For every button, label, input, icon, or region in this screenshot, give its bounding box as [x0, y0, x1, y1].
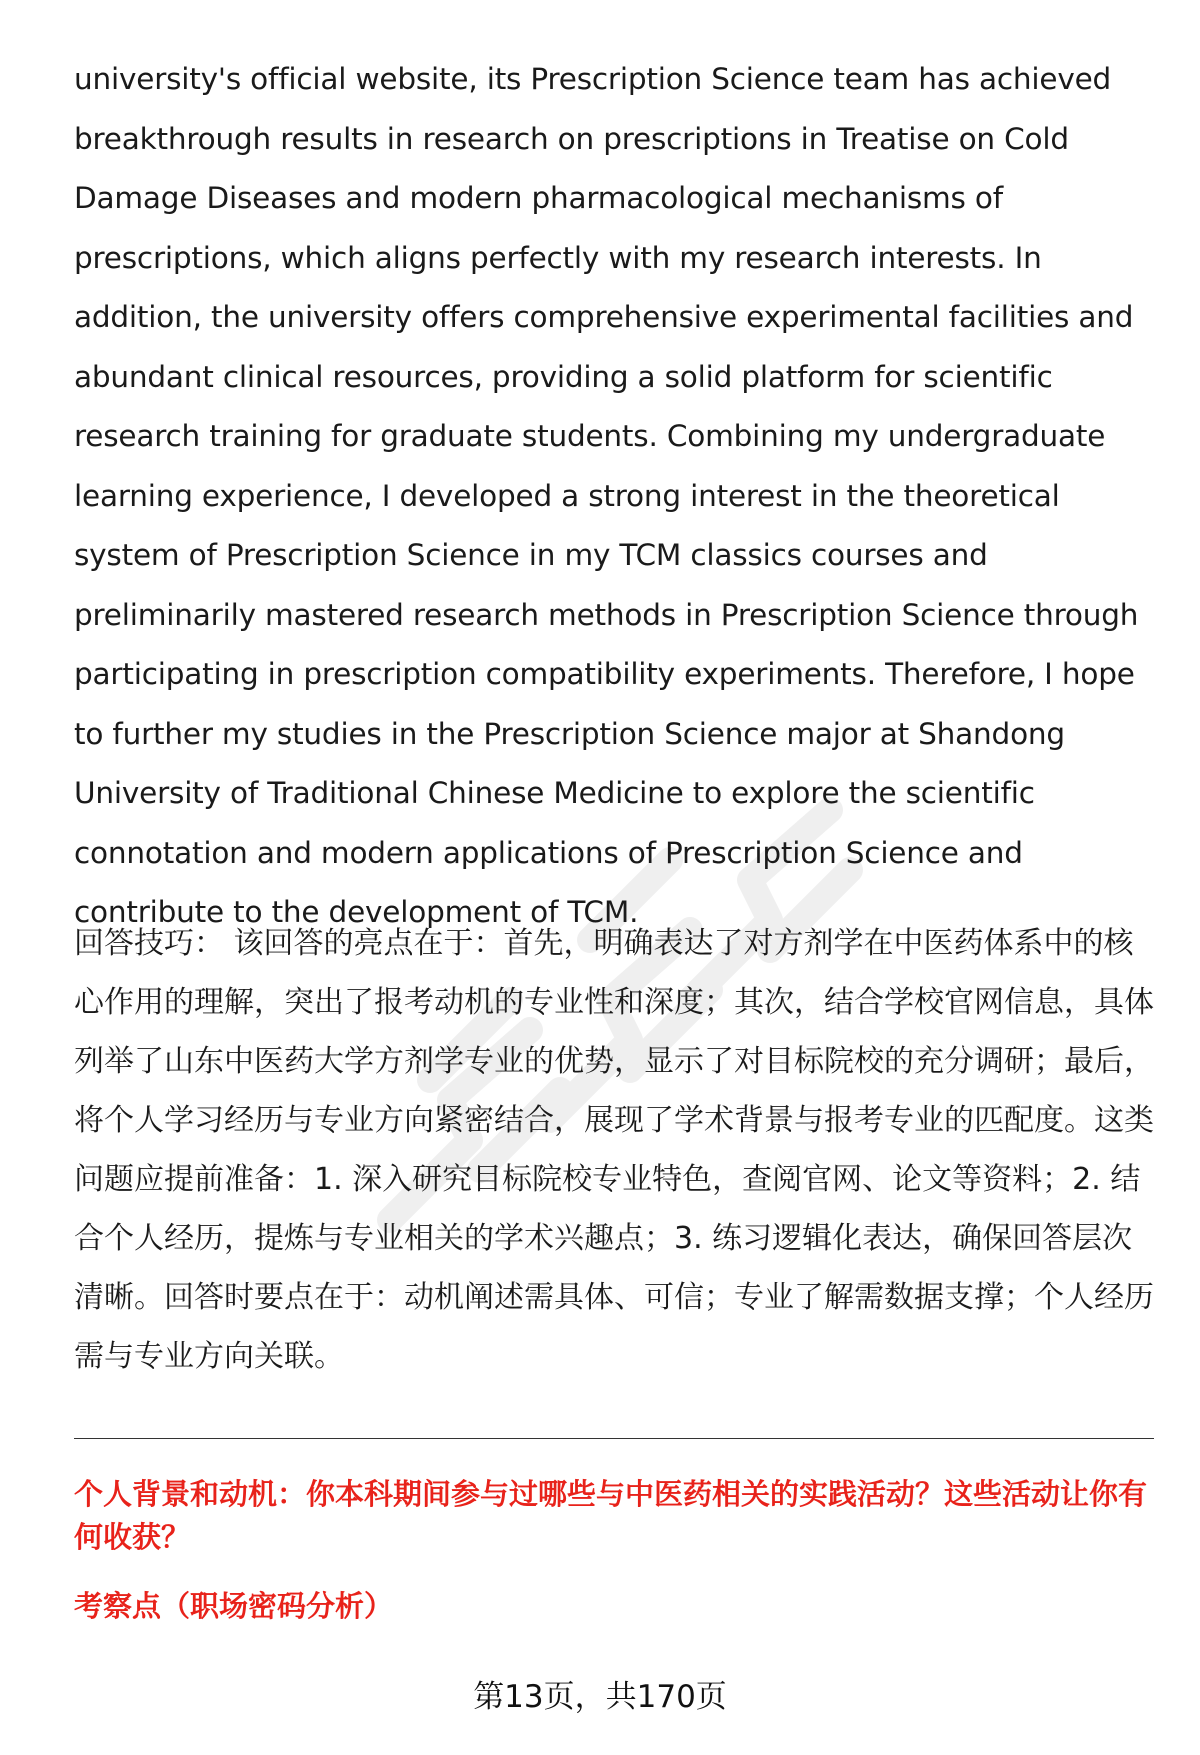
analysis-subheading: 考察点（职场密码分析） [74, 1589, 394, 1623]
next-question-heading: 个人背景和动机：你本科期间参与过哪些与中医药相关的实践活动？这些活动让你有何收获？ [74, 1477, 1148, 1554]
answer-tips-paragraph: 回答技巧： 该回答的亮点在于：首先，明确表达了对方剂学在中医药体系中的核心作用的理解，突出了报考动机的专业性和深度；其次，结合学校官网信息，具体列举了山东中医药大学方剂学专业的优势，显示了对目标院校的充分调研；最后，将个人学习经历与专业方向紧密结合，展现了学术背景与报考专业的匹配度。这类问题应提前准备：1. 深入研究目标院校专业特色，查阅官网、论文等资料；2. 结合个人经历，提炼与专业相关的学术兴趣点；3. 练习逻辑化表达，确保回答层次清晰。回答时要点在于：动机阐述需具体、可信；专业了解需数据支撑；个人经历需与专业方向关联。 [74, 926, 1154, 1374]
body-paragraph-english: university's official website, its Prescription Science team has achieved breakthrough results in research on prescriptions in Treatise on Cold Damage Diseases and modern pharmacological mechanisms of prescriptions, which aligns perfectly with my research interests. In addition, the university offers comprehensive experimental facilities and abundant clinical resources, providing a solid platform for scientific research training for graduate students. Combining my undergraduate learning experience, I developed a strong interest in the theoretical system of Prescription Science in my TCM classics courses and preliminarily mastered research methods in Prescription Science through participating in prescription compatibility experiments. Therefore, I hope to further my studies in the Prescription Science major at Shandong University of Traditional Chinese Medicine to explore the scientific connotation and modern applications of Prescription Science and contribute to the development of TCM. [74, 62, 1139, 929]
page-number-footer: 第13页，共170页 [473, 1679, 727, 1715]
section-divider [74, 1438, 1154, 1439]
